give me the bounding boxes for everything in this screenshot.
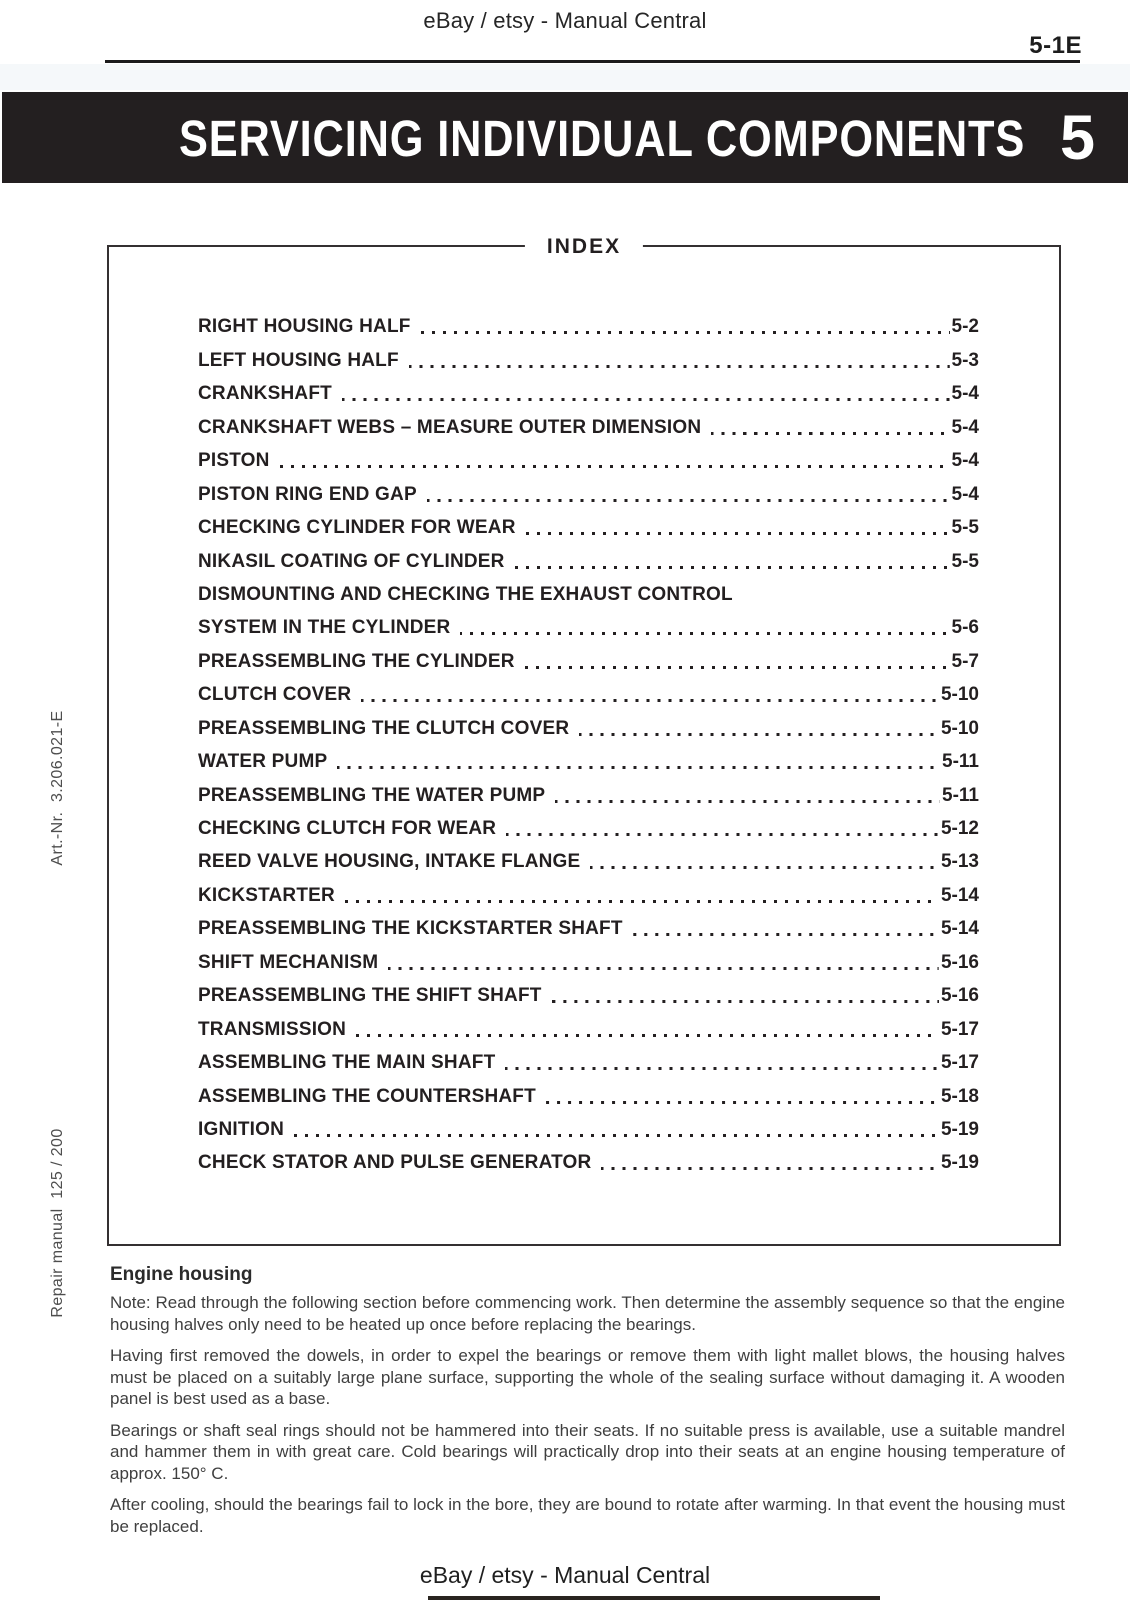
toc-leader-dots [555,800,940,803]
toc-leader-dots [601,1167,939,1170]
body-section [110,1264,1065,1547]
toc-entry [198,307,979,340]
toc-leader-dots [294,1134,939,1137]
toc-leader-dots [711,432,949,435]
toc-leader-dots [361,699,939,702]
toc-entry-page: 5-16 [940,985,979,1007]
toc-entry [198,340,979,373]
chapter-number: 5 [1059,103,1095,173]
toc-leader-dots [579,733,939,736]
toc-entry-label: LEFT HOUSING HALF [198,349,399,371]
toc-leader-dots [409,365,950,368]
toc-leader-dots [421,331,950,334]
toc-leader-dots [590,866,939,869]
toc-entry [198,407,979,440]
toc-entry [198,474,979,507]
chapter-title: SERVICING INDIVIDUAL COMPONENTS [179,110,1026,167]
toc-entry-label: PISTON RING END GAP [198,483,417,505]
toc-entry-label: NIKASIL COATING OF CYLINDER [198,550,505,572]
scan-artifact-band [0,64,1130,90]
toc-entry-label: RIGHT HOUSING HALF [198,316,411,338]
toc-entry-label: ASSEMBLING THE MAIN SHAFT [198,1052,496,1074]
body-paragraph: Having first removed the dowels, in order to expel the bearings or remove them with light mallet blows, the housing halves must be placed on a suitably large plane surface, supporting the whole of the sealing surface without damaging it. A wooden panel is best used as a base. [110,1346,1065,1408]
toc-entry-page: 5-10 [940,684,979,706]
toc-entry-label: SHIFT MECHANISM [198,951,379,973]
toc-leader-dots [427,499,950,502]
toc-leader-dots [633,933,939,936]
toc-leader-dots [345,900,939,903]
toc-entry [198,1009,979,1042]
body-paragraphs [110,1292,1065,1537]
sidebar-art-number: Art.-Nr. 3.206.021-E [49,710,66,866]
toc-entry-label: CRANKSHAFT [198,383,332,405]
toc-entry-page: 5-14 [940,918,979,940]
index-box [107,235,1061,1246]
toc-entry-label: PREASSEMBLING THE CYLINDER [198,650,515,672]
toc-entry-page: 5-19 [940,1152,979,1174]
toc-entry-page: 5-3 [951,349,979,371]
index-title: INDEX [525,233,643,261]
toc-leader-dots [280,465,950,468]
toc-entry [198,1076,979,1109]
toc-entry-page: 5-11 [942,784,979,806]
toc-entry-page: 5-14 [940,884,979,906]
toc-entry [198,508,979,541]
toc-entry-label: DISMOUNTING AND CHECKING THE EXHAUST CONTROL [198,583,733,605]
toc-leader-dots [356,1034,939,1037]
toc-leader-dots [546,1101,939,1104]
toc-leader-dots [388,967,939,970]
toc-entry [198,976,979,1009]
header-rule [105,60,1080,63]
toc-entry-label: PREASSEMBLING THE CLUTCH COVER [198,717,570,739]
toc-entry-label: PREASSEMBLING THE KICKSTARTER SHAFT [198,918,623,940]
toc-entry-page: 5-7 [951,650,979,672]
body-heading: Engine housing [110,1264,253,1285]
toc-entry-page: 5-4 [951,416,979,438]
bottom-page-strip [428,1596,880,1600]
toc-entry-page: 5-5 [951,517,979,539]
toc-entry [198,541,979,574]
toc-entry-label: PREASSEMBLING THE SHIFT SHAFT [198,985,542,1007]
toc-leader-dots [525,666,950,669]
toc-entry-page: 5-17 [940,1018,979,1040]
body-paragraph: Bearings or shaft seal rings should not be hammered into their seats. If no suitable press is available, use a suitable mandrel and hammer them in with great care. Cold bearings will practically drop into their seats at an engine housing temperature of approx. 150° C. [110,1420,1065,1483]
toc-entry-page: 5-6 [951,617,979,639]
toc-list [109,247,1059,1176]
toc-leader-dots [515,566,950,569]
toc-entry-label: CHECKING CLUTCH FOR WEAR [198,818,497,839]
toc-entry [198,1110,979,1143]
toc-leader-dots [337,766,940,769]
chapter-banner [2,92,1128,183]
toc-entry-page: 5-4 [951,450,979,472]
toc-leader-dots [342,398,950,401]
toc-entry [198,842,979,875]
toc-entry-label: CLUTCH COVER [198,684,352,706]
toc-entry [198,875,979,908]
footer-site-label: eBay / etsy - Manual Central [419,1562,711,1588]
toc-entry-label: REED VALVE HOUSING, INTAKE FLANGE [198,851,581,873]
toc-entry [198,675,979,708]
toc-entry-label: CRANKSHAFT WEBS – MEASURE OUTER DIMENSION [198,416,702,438]
sidebar-manual-pages: Repair manual 125 / 200 [49,1128,66,1318]
toc-entry [198,441,979,474]
toc-entry-label: WATER PUMP [198,751,328,773]
toc-entry-label: PISTON [198,450,270,472]
toc-entry-label: CHECKING CYLINDER FOR WEAR [198,517,516,539]
toc-entry-page: 5-12 [940,818,979,839]
page-code: 5-1E [1029,32,1082,59]
toc-entry-page: 5-2 [951,316,979,338]
toc-entry [198,608,979,641]
toc-entry-label: TRANSMISSION [198,1018,347,1040]
toc-entry-page: 5-17 [940,1052,979,1074]
toc-entry [198,708,979,741]
toc-entry [198,575,979,608]
toc-entry [198,942,979,975]
toc-leader-dots [460,632,949,635]
toc-entry [198,1143,979,1176]
toc-entry [198,775,979,808]
toc-leader-dots [526,532,950,535]
toc-entry-page: 5-16 [940,951,979,973]
body-paragraph: After cooling, should the bearings fail to lock in the bore, they are bound to rotate after warming. In that event the housing must be replaced. [110,1495,1065,1536]
toc-entry-label: IGNITION [198,1118,285,1140]
toc-entry-label: KICKSTARTER [198,884,335,906]
toc-entry-page: 5-19 [940,1118,979,1140]
toc-entry-page: 5-13 [940,851,979,873]
toc-entry-page: 5-4 [951,483,979,505]
toc-entry [198,909,979,942]
toc-entry [198,742,979,775]
toc-leader-dots [505,1067,939,1070]
toc-entry-page: 5-10 [940,717,979,739]
body-paragraph: Note: Read through the following section before commencing work. Then determine the assembly sequence so that the engine housing halves only need to be heated up once before replacing the bearings. [110,1293,1065,1334]
toc-entry-page: 5-4 [951,383,979,405]
toc-entry-label: CHECK STATOR AND PULSE GENERATOR [198,1152,592,1174]
toc-entry [198,374,979,407]
toc-entry-page: 5-11 [942,751,979,773]
toc-entry-label: SYSTEM IN THE CYLINDER [198,617,451,639]
toc-entry-page: 5-5 [951,550,979,572]
toc-leader-dots [552,1000,939,1003]
toc-entry [198,641,979,674]
toc-entry-page: 5-18 [940,1085,979,1107]
toc-entry-label: PREASSEMBLING THE WATER PUMP [198,784,546,806]
header-site-label: eBay / etsy - Manual Central [423,8,707,33]
toc-entry-label: ASSEMBLING THE COUNTERSHAFT [198,1085,536,1107]
toc-entry [198,809,979,842]
toc-entry [198,1043,979,1076]
toc-leader-dots [506,833,939,836]
